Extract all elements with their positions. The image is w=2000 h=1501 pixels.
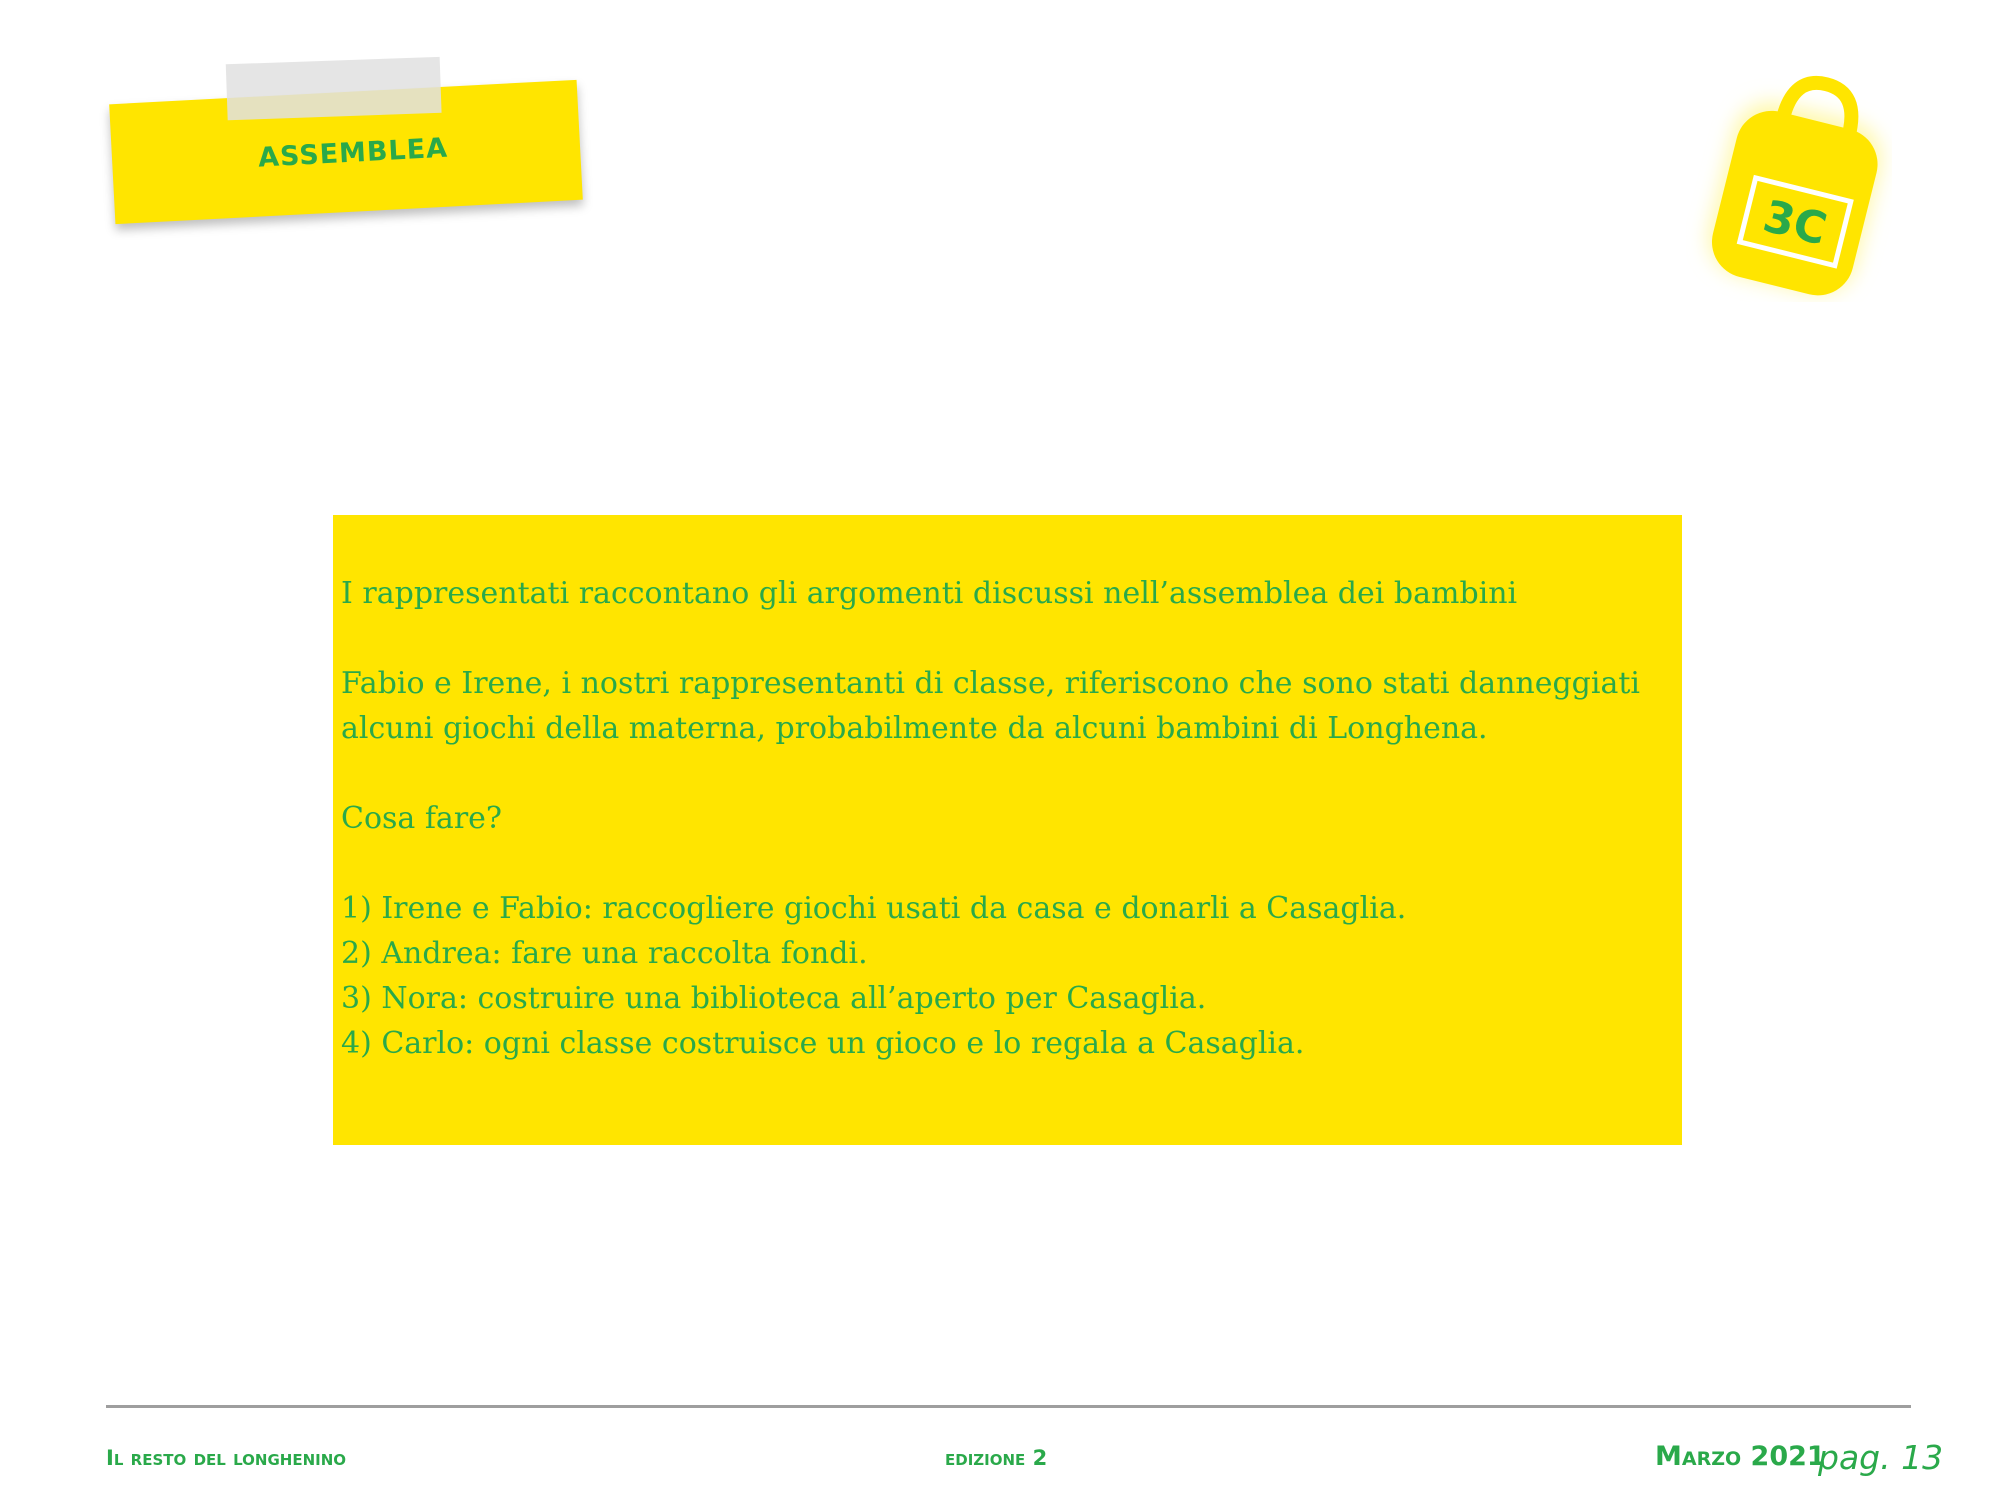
page-number: pag. 13 [1818,1438,1944,1477]
article-question: Cosa fare? [341,801,503,836]
paragraph-gap [341,751,1674,796]
publication-name: Il resto del longhenino [106,1446,347,1470]
proposal-item: 4) Carlo: ogni classe costruisce un gioco e lo regala a Casaglia. [341,1026,1305,1061]
tape-strip [226,57,442,120]
proposal-item: 1) Irene e Fabio: raccogliere giochi usati da casa e donarli a Casaglia. [341,891,1407,926]
class-badge [1686,62,1892,302]
proposal-list [341,886,1674,1066]
issue-date: Marzo 2021 [1655,1441,1826,1472]
paragraph-gap [341,616,1674,661]
paragraph-gap [341,841,1674,886]
proposal-item: 3) Nora: costruire una biblioteca all’aperto per Casaglia. [341,981,1207,1016]
proposal-item: 2) Andrea: fare una raccolta fondi. [341,936,868,971]
edition-label: edizione 2 [945,1446,1048,1470]
section-tab [109,80,583,224]
footer-divider [106,1405,1911,1408]
badge-label: 3C [1758,190,1832,256]
section-label: ASSEMBLEA [257,132,449,174]
article-box [333,515,1682,1145]
article-intro: I rappresentati raccontano gli argomenti discussi nell’assemblea dei bambini [341,576,1518,611]
article-report: Fabio e Irene, i nostri rappresentanti di classe, riferiscono che sono stati danneggiati alcuni giochi della materna, probabilmente da alcuni bambini di Longhena. [341,666,1641,746]
